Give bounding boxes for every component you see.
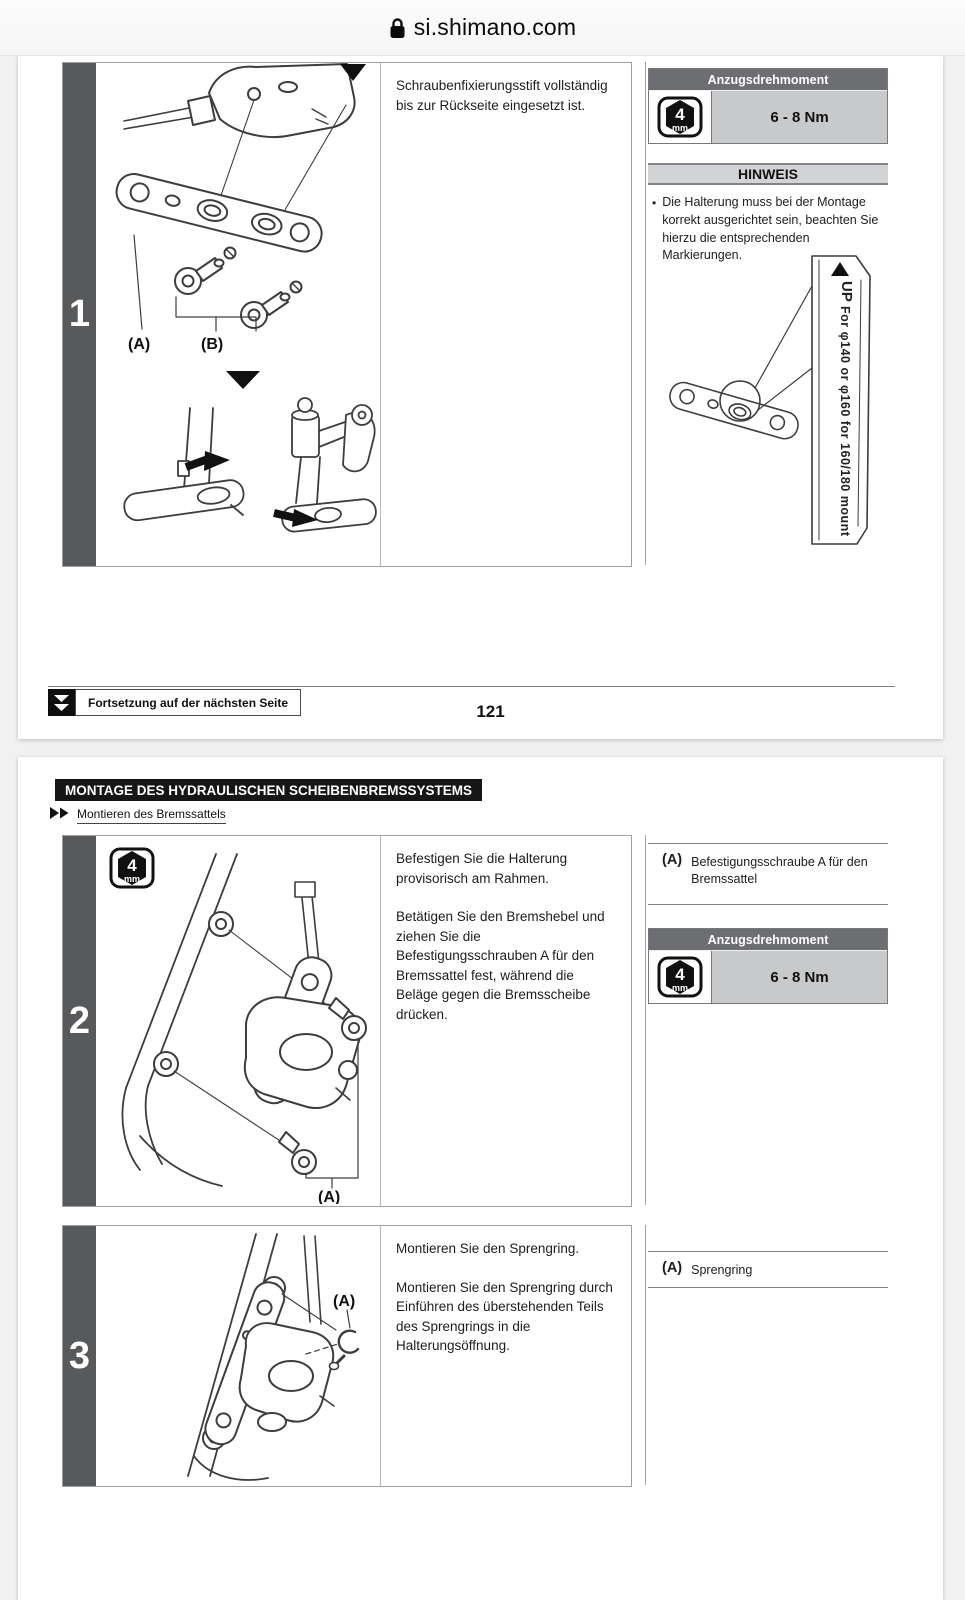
hinweis-title: HINWEIS: [648, 163, 888, 185]
torque-title: Anzugsdrehmoment: [649, 929, 887, 951]
step-1-figure: [96, 63, 381, 566]
step-number: 2: [68, 999, 91, 1042]
step-1-text: [381, 63, 631, 566]
step-3-paragraph-2: Montieren Sie den Sprengring durch Einführen des überstehenden Teils des Sprengrings in die Halterungsöffnung.: [396, 1279, 613, 1354]
double-arrow-right-icon: [50, 807, 72, 819]
step-3-figure: [96, 1226, 381, 1486]
legend-text: Sprengring: [691, 1263, 753, 1277]
subsection-heading: [50, 807, 226, 824]
step-2-paragraph-2: Betätigen Sie den Bremshebel und ziehen Sie die Befestigungsschrauben A für den Bremssattel fest, während die Beläge gegen die Bremsscheibe drücken.: [396, 909, 605, 1022]
legend-entry-a: [648, 1251, 888, 1288]
column-divider: [645, 62, 646, 565]
step-3-block: [62, 1225, 632, 1487]
step-1-block: [62, 62, 632, 567]
legend-marker: (A): [662, 1260, 683, 1276]
manual-page-121: [18, 55, 943, 739]
step-number-badge: [63, 1226, 96, 1486]
column-divider: [645, 1225, 646, 1485]
torque-table-2: [648, 928, 888, 1004]
up-mount-label: For φ140 or φ160 for 160/180 mount: [838, 306, 852, 536]
step-number: 1: [68, 293, 91, 335]
browser-url: si.shimano.com: [413, 14, 577, 40]
snap-ring-diagram: [96, 1226, 380, 1484]
svg-text:mm: mm: [671, 123, 689, 133]
lock-icon: [389, 17, 406, 39]
svg-text:4: 4: [675, 105, 685, 124]
torque-title: Anzugsdrehmoment: [649, 69, 887, 91]
up-label: UP: [838, 281, 855, 302]
manual-page-122: [18, 757, 943, 1600]
hinweis-text: Die Halterung muss bei der Montage korrekt ausgerichtet sein, beachten Sie hierzu die entsprechenden Markierungen.: [662, 195, 879, 263]
insert-arrow2-icon: [274, 513, 296, 518]
step-number-badge: [63, 63, 96, 566]
footer-rule: [48, 686, 895, 687]
figure-label-a: (A): [128, 336, 151, 353]
up-orientation-figure: [660, 250, 892, 555]
legend-text: Befestigungsschraube A für den Bremssattel: [691, 855, 868, 887]
legend-marker: (A): [662, 852, 683, 868]
bullet-glyph: •: [652, 196, 657, 210]
svg-text:4: 4: [127, 856, 137, 875]
torque-value: 6 - 8 Nm: [712, 91, 887, 143]
step-3-paragraph-1: Montieren Sie den Sprengring.: [396, 1241, 580, 1256]
svg-text:mm: mm: [671, 983, 689, 993]
figure-label-a: (A): [333, 1293, 356, 1310]
figure-label-b: (B): [201, 336, 224, 353]
section-title-bar: MONTAGE DES HYDRAULISCHEN SCHEIBENBREMSSYSTEMS: [55, 779, 482, 801]
step-2-text: [381, 836, 631, 1206]
step-1-instruction: Schraubenfixierungsstift vollständig bis zur Rückseite eingesetzt ist.: [396, 78, 608, 113]
step-number-badge: [63, 836, 96, 1206]
hex-key-4mm-icon: [649, 951, 712, 1003]
browser-address-bar[interactable]: [0, 0, 965, 56]
subsection-label: Montieren des Bremssattels: [77, 807, 226, 824]
hex-key-4mm-icon: [109, 847, 155, 889]
step-2-block: [62, 835, 632, 1207]
page-number: 121: [476, 702, 505, 721]
step-2-figure: [96, 836, 381, 1206]
torque-value: 6 - 8 Nm: [712, 951, 887, 1003]
next-step-arrow-icon: [226, 371, 260, 389]
continuation-text: Fortsetzung auf der nächsten Seite: [75, 689, 301, 716]
hex-key-4mm-icon: [649, 91, 712, 143]
insert-arrow-head-icon: [204, 451, 230, 471]
figure-label-a: (A): [318, 1189, 341, 1204]
torque-table-1: [648, 68, 888, 144]
svg-text:mm: mm: [123, 874, 141, 884]
step-3-text: [381, 1226, 631, 1486]
caliper-mounting-diagram: [96, 836, 380, 1204]
caliper-bracket-diagram: [96, 63, 380, 564]
svg-text:4: 4: [675, 965, 685, 984]
column-divider: [645, 835, 646, 1205]
legend-entry-a: [648, 843, 888, 905]
step-2-paragraph-1: Befestigen Sie die Halterung provisorisch am Rahmen.: [396, 851, 568, 886]
step-number: 3: [68, 1334, 91, 1377]
